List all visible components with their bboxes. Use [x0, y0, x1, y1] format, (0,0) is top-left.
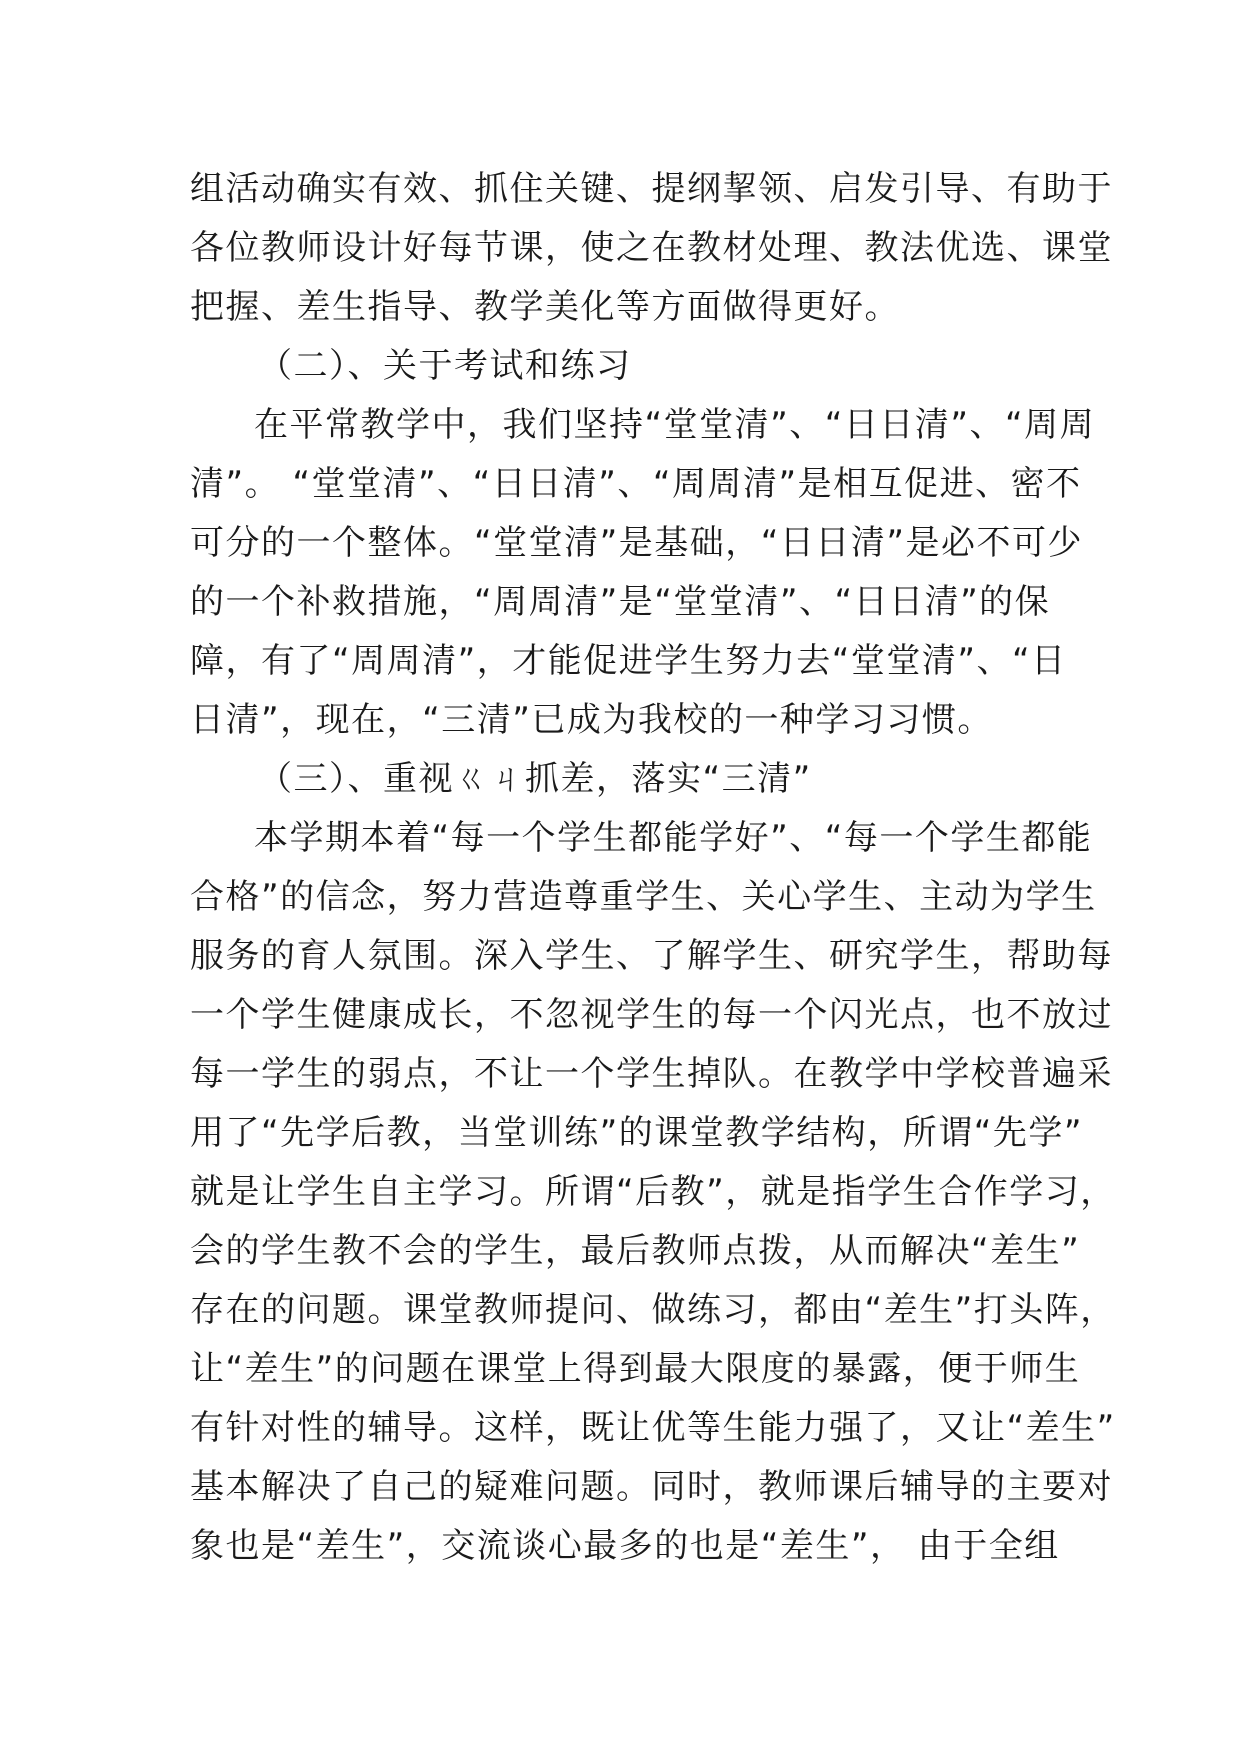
paragraph-line: 用了“先学后教，当堂训练”的课堂教学结构，所谓“先学”	[190, 1113, 1083, 1153]
paragraph-line: 的一个补救措施，“周周清”是“堂堂清”、“日日清”的保	[190, 582, 1051, 622]
section-heading: （三）、重视ㄍㄐ抓差，落实“三清”	[258, 759, 812, 799]
paragraph-line: 存在的问题。课堂教师提问、做练习，都由“差生”打头阵，	[190, 1290, 1116, 1330]
paragraph-line: 日清”，现在，“三清”已成为我校的一种学习习惯。	[190, 700, 993, 740]
paragraph-line: 把握、差生指导、教学美化等方面做得更好。	[190, 287, 900, 327]
paragraph-line: 让“差生”的问题在课堂上得到最大限度的暴露，便于师生	[190, 1349, 1081, 1389]
paragraph-line: 障，有了“周周清”，才能促进学生努力去“堂堂清”、“日	[190, 641, 1067, 681]
paragraph-line: 在平常教学中，我们坚持“堂堂清”、“日日清”、“周周	[254, 405, 1096, 445]
paragraph-line: 每一学生的弱点，不让一个学生掉队。在教学中学校普遍采	[190, 1054, 1113, 1094]
paragraph-line: 服务的育人氛围。深入学生、了解学生、研究学生，帮助每	[190, 936, 1113, 976]
paragraph-line: 可分的一个整体。“堂堂清”是基础，“日日清”是必不可少	[190, 523, 1083, 563]
paragraph-line: 一个学生健康成长，不忽视学生的每一个闪光点，也不放过	[190, 995, 1113, 1035]
paragraph-line: 就是让学生自主学习。所谓“后教”，就是指学生合作学习，	[190, 1172, 1116, 1212]
paragraph-line: 本学期本着“每一个学生都能学好”、“每一个学生都能	[254, 818, 1093, 858]
paragraph-line: 基本解决了自己的疑难问题。同时，教师课后辅导的主要对	[190, 1467, 1113, 1507]
paragraph-line: 合格”的信念，努力营造尊重学生、关心学生、主动为学生	[190, 877, 1097, 917]
paragraph-line: 会的学生教不会的学生，最后教师点拨，从而解决“差生”	[190, 1231, 1081, 1271]
document-body	[190, 160, 1116, 1576]
section-heading: （二）、关于考试和练习	[258, 346, 632, 386]
paragraph-line: 各位教师设计好每节课，使之在教材处理、教法优选、课堂	[190, 228, 1113, 268]
paragraph-line: 组活动确实有效、抓住关键、提纲挈领、启发引导、有助于	[190, 169, 1113, 209]
paragraph-line: 象也是“差生”，交流谈心最多的也是“差生”， 由于全组	[190, 1526, 1060, 1566]
paragraph-line: 有针对性的辅导。这样，既让优等生能力强了，又让“差生”	[190, 1408, 1116, 1448]
paragraph-line: 清”。 “堂堂清”、“日日清”、“周周清”是相互促进、密不	[190, 464, 1082, 504]
